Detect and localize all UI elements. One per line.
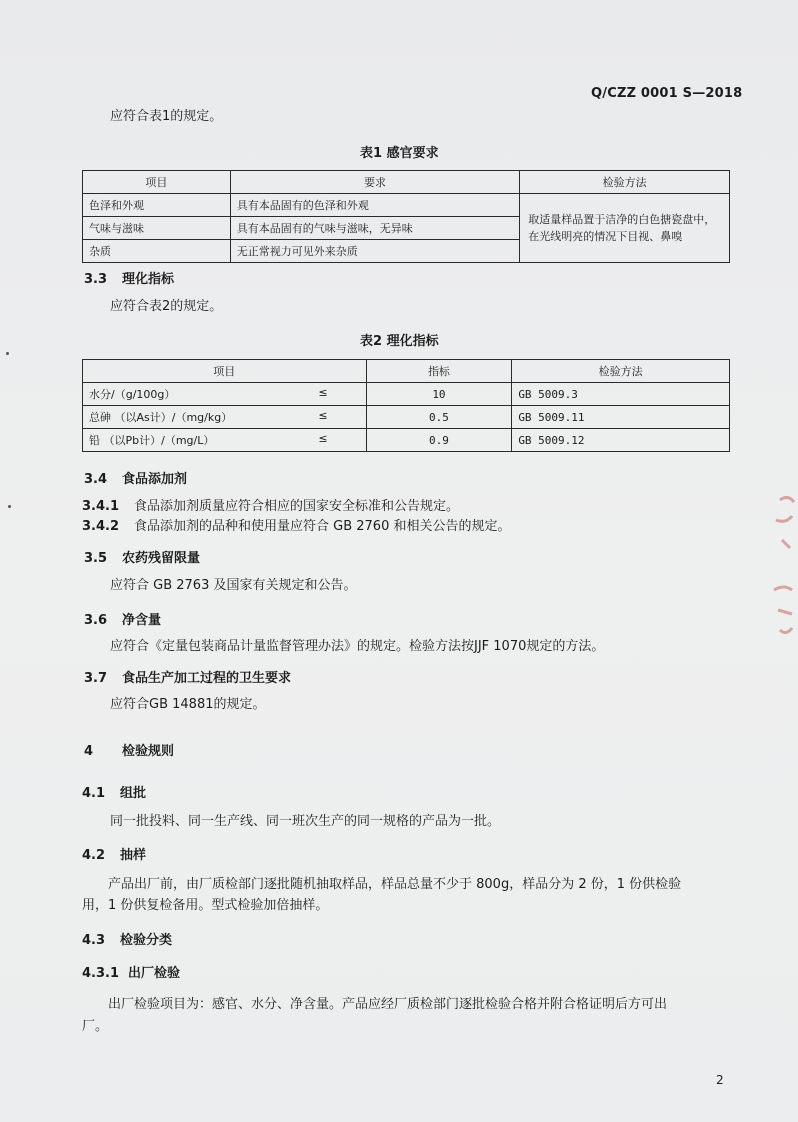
section-title: 抽样: [120, 848, 147, 863]
section-3-3-heading: [84, 268, 174, 287]
section-number: 3.6: [84, 613, 108, 628]
section-title: 组批: [120, 786, 147, 801]
item-label: 水分/（g/100g）: [89, 388, 176, 401]
method-cell: GB 5009.11: [512, 406, 730, 429]
section-title: 理化指标: [122, 272, 175, 287]
item-cell: [83, 406, 367, 429]
section-4-heading: [84, 740, 174, 759]
section-number: 4.1: [82, 786, 106, 801]
table-header-row: [83, 171, 730, 194]
clause-3-4-2: [82, 518, 510, 536]
less-equal-sign: ≤: [318, 432, 328, 445]
section-title: 检验规则: [122, 744, 175, 759]
section-number: 4.3: [82, 933, 106, 948]
clause-text: 食品添加剂质量应符合相应的国家安全标准和公告规定。: [134, 499, 460, 514]
table-row: [83, 383, 730, 406]
section-4-1-heading: [82, 782, 146, 801]
item-cell: [83, 383, 367, 406]
scan-speck: [6, 352, 9, 355]
table-row: [83, 406, 730, 429]
section-number: 3.5: [84, 551, 108, 566]
item-cell: 杂质: [83, 240, 231, 263]
clause-number: 3.4.1: [82, 499, 120, 514]
item-label: 总砷 （以As计）/（mg/kg）: [89, 411, 233, 424]
page-number: 2: [716, 1073, 724, 1087]
section-4-2-heading: [82, 844, 146, 863]
column-header: 要求: [230, 171, 520, 194]
requirement-cell: 无正常视力可见外来杂质: [230, 240, 520, 263]
section-title: 检验分类: [120, 933, 173, 948]
column-header: 指标: [366, 360, 512, 383]
section-3-7-text: 应符合GB 14881的规定。: [110, 697, 266, 712]
method-cell: GB 5009.3: [512, 383, 730, 406]
section-4-1-text: 同一批投料、同一生产线、同一班次生产的同一规格的产品为一批。: [110, 814, 501, 829]
section-3-6-heading: [84, 609, 161, 628]
section-number: 3.3: [84, 272, 108, 287]
item-cell: [83, 429, 367, 452]
section-4-2-line1: 产品出厂前，由厂质检部门逐批随机抽取样品，样品总量不少于 800g，样品分为 2 份，1 份供检验: [108, 877, 682, 892]
section-title: 食品添加剂: [122, 472, 188, 487]
scan-speck: [8, 505, 11, 508]
value-cell: 0.5: [366, 406, 512, 429]
physicochemical-table: [82, 359, 730, 452]
section-number: 3.4: [84, 472, 108, 487]
method-cell: GB 5009.12: [512, 429, 730, 452]
section-3-5-heading: [84, 547, 200, 566]
column-header: 检验方法: [520, 171, 730, 194]
table1-caption: 表1 感官要求: [360, 146, 439, 161]
section-3-6-text: 应符合《定量包装商品计量监督管理办法》的规定。检验方法按JJF 1070规定的方法。: [110, 639, 605, 654]
requirement-cell: 具有本品固有的气味与滋味，无异味: [230, 217, 520, 240]
section-title: 出厂检验: [128, 966, 181, 981]
item-cell: 色泽和外观: [83, 194, 231, 217]
table2-caption: 表2 理化指标: [360, 334, 439, 349]
section-number: 4: [84, 744, 94, 759]
table-row: [83, 429, 730, 452]
column-header: 检验方法: [512, 360, 730, 383]
value-cell: 10: [366, 383, 512, 406]
section-3-4-heading: [84, 468, 187, 487]
section-3-3-text: 应符合表2的规定。: [110, 299, 223, 314]
table-row: [83, 194, 730, 217]
seal-fragment-icon: [770, 480, 798, 650]
intro-line: 应符合表1的规定。: [110, 109, 223, 124]
section-4-3-heading: [82, 929, 172, 948]
clause-text: 食品添加剂的品种和使用量应符合 GB 2760 和相关公告的规定。: [134, 519, 511, 534]
clause-3-4-1: [82, 498, 459, 516]
method-cell: 取适量样品置于洁净的白色搪瓷盘中，在光线明亮的情况下目视、鼻嗅: [520, 194, 730, 263]
section-title: 食品生产加工过程的卫生要求: [122, 671, 292, 686]
section-number: 3.7: [84, 671, 108, 686]
section-number: 4.3.1: [82, 966, 120, 981]
standard-code: Q/CZZ 0001 S—2018: [591, 86, 743, 101]
table-header-row: [83, 360, 730, 383]
sensory-table: [82, 170, 730, 263]
value-cell: 0.9: [366, 429, 512, 452]
column-header: 项目: [83, 360, 367, 383]
column-header: 项目: [83, 171, 231, 194]
section-3-5-text: 应符合 GB 2763 及国家有关规定和公告。: [110, 578, 357, 593]
section-4-3-1-line1: 出厂检验项目为：感官、水分、净含量。产品应经厂质检部门逐批检验合格并附合格证明后方可出: [108, 997, 668, 1012]
item-cell: 气味与滋味: [83, 217, 231, 240]
clause-number: 3.4.2: [82, 519, 120, 534]
section-4-3-1-heading: [82, 962, 180, 981]
section-4-3-1-line2: 厂。: [82, 1019, 109, 1034]
section-title: 净含量: [122, 613, 162, 628]
requirement-cell: 具有本品固有的色泽和外观: [230, 194, 520, 217]
section-3-7-heading: [84, 667, 291, 686]
less-equal-sign: ≤: [318, 386, 328, 399]
section-4-2-line2: 用，1 份供复检备用。型式检验加倍抽样。: [82, 898, 329, 913]
section-title: 农药残留限量: [122, 551, 201, 566]
section-number: 4.2: [82, 848, 106, 863]
less-equal-sign: ≤: [318, 409, 328, 422]
item-label: 铅 （以Pb计）/（mg/L）: [89, 434, 215, 447]
